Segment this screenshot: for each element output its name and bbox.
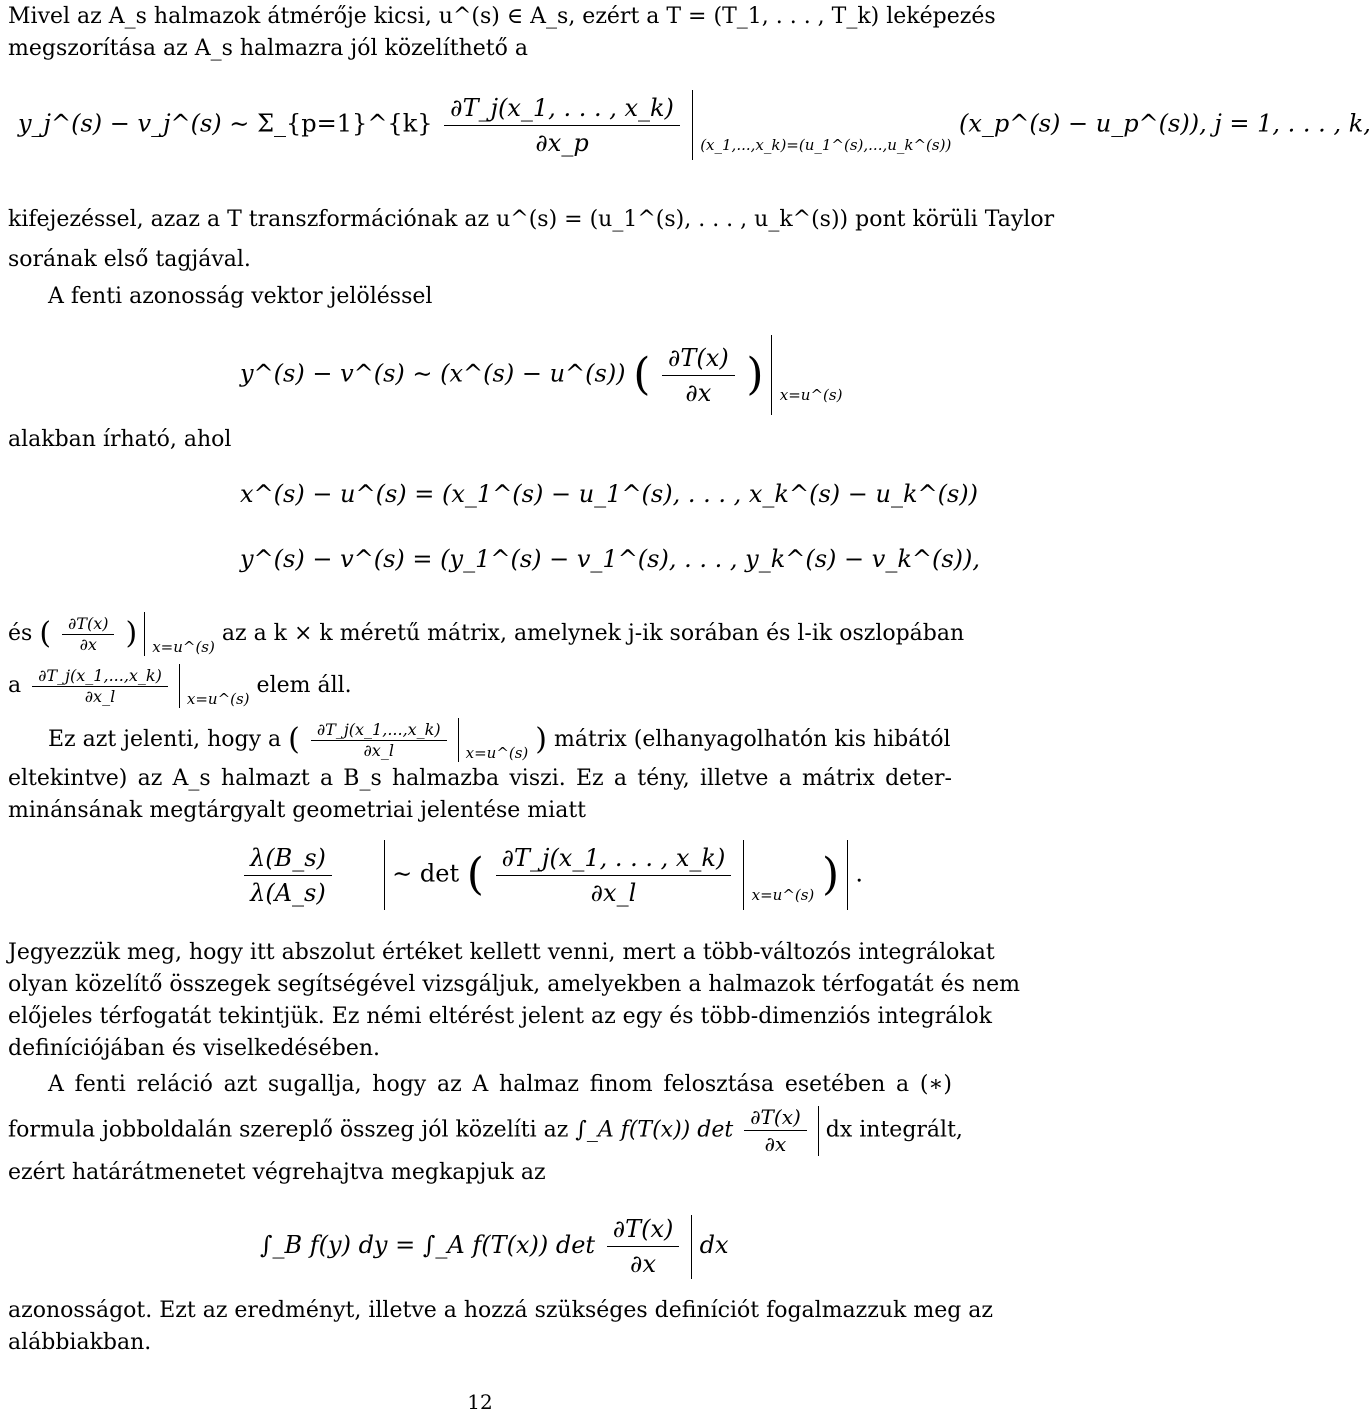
paragraph-7-line-1: Jegyezzük meg, hogy itt abszolut értéket kellett venni, mert a több-változós integrálokat <box>8 940 995 965</box>
eq5-denominator: ∂x <box>630 1250 656 1278</box>
p8-prefix: formula jobboldalán szereplő összeg jól közelíti az <box>8 1117 569 1143</box>
p5b-prefix: a <box>8 673 22 698</box>
eq4-lhs-fraction <box>244 841 332 910</box>
paragraph-8-line-1: A fenti reláció azt sugallja, hogy az A halmaz finom felosztása esetében a (∗) <box>48 1072 952 1097</box>
paragraph-8-line-3: ezért határátmenetet végrehajtva megkapjuk az <box>8 1160 546 1185</box>
paragraph-5-line-2 <box>0 664 968 708</box>
eq1-rhs: (x_p^(s) − u_p^(s)), j = 1, . . . , k, <box>958 109 1371 138</box>
p5-numerator: ∂T(x) <box>62 614 114 635</box>
eq2-evaluation-bar <box>771 335 772 415</box>
eq5-rhs: dx <box>699 1231 729 1259</box>
eq4-right-paren: ) <box>821 849 840 900</box>
equation-change-of-variables <box>260 1212 729 1281</box>
eq1-fraction <box>444 91 680 160</box>
eq5-fraction <box>607 1212 680 1281</box>
p8-denominator: ∂x <box>764 1132 787 1156</box>
paragraph-6-line-2: eltekintve) az A_s halmazt a B_s halmazba viszi. Ez a tény, illetve a mátrix deter- <box>8 766 952 791</box>
p6-prefix: Ez azt jelenti, hogy a <box>48 727 282 752</box>
p6-evaluation-point: x=u^(s) <box>465 744 529 762</box>
p5b-evaluation-point: x=u^(s) <box>186 690 250 708</box>
p5-denominator: ∂x <box>79 634 97 654</box>
p5-evaluation-point: x=u^(s) <box>152 638 215 656</box>
p6-fraction <box>311 720 447 761</box>
p8-integral: ∫_A f(T(x)) det <box>575 1117 734 1143</box>
p5b-evaluation-bar <box>179 664 180 708</box>
p5b-fraction <box>32 666 168 707</box>
p5-suffix: az a k × k méretű mátrix, amelynek j-ik sorában és l-ik oszlopában <box>221 621 965 646</box>
paragraph-9-line-1: azonosságot. Ezt az eredményt, illetve a hozzá szükséges definíciót fogalmazzuk meg az <box>8 1298 994 1323</box>
p6-left-paren: ( <box>288 722 300 757</box>
equation-difference-x: x^(s) − u^(s) = (x_1^(s) − u_1^(s), . . . , x_k^(s) − u_k^(s)) <box>240 480 978 508</box>
paragraph-6-line-3: minánsának megtárgyalt geometriai jelentése miatt <box>8 798 586 823</box>
eq1-numerator: ∂T_j(x_1, . . . , x_k) <box>444 91 680 126</box>
eq2-denominator: ∂x <box>685 378 712 407</box>
eq5-abs-right <box>691 1215 692 1279</box>
paragraph-8-line-2 <box>0 1104 968 1157</box>
eq1-lhs: y_j^(s) − v_j^(s) ∼ <box>18 109 250 138</box>
paragraph-2-line-1: kifejezéssel, azaz a T transzformációnak az u^(s) = (u_1^(s), . . . , u_k^(s)) pont körüli Taylor <box>8 207 1055 232</box>
paragraph-9-line-2: alábbiakban. <box>8 1330 152 1355</box>
paragraph-5-line-1 <box>0 612 968 656</box>
paragraph-4: alakban írható, ahol <box>8 427 232 452</box>
eq4-denominator: ∂x_l <box>590 878 637 907</box>
eq2-numerator: ∂T(x) <box>662 341 735 376</box>
equation-taylor-component <box>18 90 1371 160</box>
p8-fraction <box>744 1104 807 1157</box>
p5b-suffix: elem áll. <box>256 673 352 698</box>
p5-evaluation-bar <box>144 612 145 656</box>
eq2-evaluation-point: x=u^(s) <box>779 385 843 404</box>
p5b-denominator: ∂x_l <box>84 686 116 706</box>
p5-left-paren: ( <box>39 616 52 651</box>
eq4-evaluation-point: x=u^(s) <box>751 885 815 904</box>
equation-volume-ratio: $\frac{\lambda(B\_s)}{\lambda(A\_s)}$ ∼ det ( $\frac{\partial T\_j(x\_1, . . . , x\_k)}{\partial x\_l}$ $_{x=u\^{}(s)}$ ) . <box>240 840 863 910</box>
p5-fraction <box>62 614 114 655</box>
eq1-evaluation-point: (x_1,...,x_k)=(u_1^(s),...,u_k^(s)) <box>700 135 952 154</box>
eq4-numerator: ∂T_j(x_1, . . . , x_k) <box>496 841 732 876</box>
paragraph-1-line-1: Mivel az A_s halmazok átmérője kicsi, u^(s) ∈ A_s, ezért a T = (T_1, . . . , T_k) leképezés <box>8 4 996 29</box>
eq2-left-paren: ( <box>633 349 651 400</box>
eq1-evaluation-bar <box>692 90 693 160</box>
eq4-lhs-numerator: λ(B_s) <box>244 841 332 876</box>
paragraph-7-line-3: előjeles térfogatát tekintjük. Ez némi eltérést jelent az egy és több-dimenziós integrálok <box>8 1004 992 1029</box>
paragraph-3: A fenti azonosság vektor jelöléssel <box>48 284 433 309</box>
eq4-lhs-denominator: λ(A_s) <box>250 878 326 907</box>
p8-abs-right <box>818 1106 819 1156</box>
eq2-lhs: y^(s) − v^(s) ∼ (x^(s) − u^(s)) <box>240 359 626 388</box>
eq1-denominator: ∂x_p <box>535 128 589 157</box>
eq2-right-paren: ) <box>746 349 764 400</box>
paragraph-1-line-2: megszorítása az A_s halmazra jól közelíthető a <box>8 36 528 61</box>
p5-right-paren: ) <box>125 616 138 651</box>
paragraph-7-line-2: olyan közelítő összegek segítségével vizsgáljuk, amelyekben a halmazok térfogatát és nem <box>8 972 1020 997</box>
eq2-fraction <box>662 341 735 410</box>
eq5-lhs: ∫_B f(y) dy = ∫_A f(T(x)) det <box>260 1231 596 1259</box>
p6-numerator: ∂T_j(x_1,...,x_k) <box>311 720 447 741</box>
equation-vector-form <box>240 335 842 415</box>
eq4-abs-right <box>847 840 848 910</box>
p5-prefix: és <box>8 621 33 646</box>
paragraph-6-line-1 <box>0 718 1008 762</box>
eq4-fraction <box>496 841 732 910</box>
eq4-abs-left <box>384 840 385 910</box>
p6-denominator: ∂x_l <box>363 740 394 760</box>
page-number: 12 <box>467 1390 493 1414</box>
p6-right-paren: ) <box>535 722 548 757</box>
eq4-left-paren: ( <box>466 849 484 900</box>
eq1-sum: Σ_{p=1}^{k} <box>257 109 433 138</box>
p8-numerator: ∂T(x) <box>744 1104 807 1131</box>
p6-evaluation-bar <box>458 718 459 762</box>
eq5-numerator: ∂T(x) <box>607 1212 680 1247</box>
p8-suffix: dx integrált, <box>825 1117 963 1143</box>
paragraph-2-line-2: sorának első tagjával. <box>8 247 251 272</box>
eq4-det: ∼ det <box>392 859 460 888</box>
equation-difference-y: y^(s) − v^(s) = (y_1^(s) − v_1^(s), . . . , y_k^(s) − v_k^(s)), <box>240 545 981 573</box>
eq4-evaluation-bar <box>743 840 744 910</box>
p6-suffix: mátrix (elhanyagolhatón kis hibától <box>554 727 951 752</box>
p5b-numerator: ∂T_j(x_1,...,x_k) <box>32 666 168 687</box>
paragraph-7-line-4: definíciójában és viselkedésében. <box>8 1036 381 1061</box>
